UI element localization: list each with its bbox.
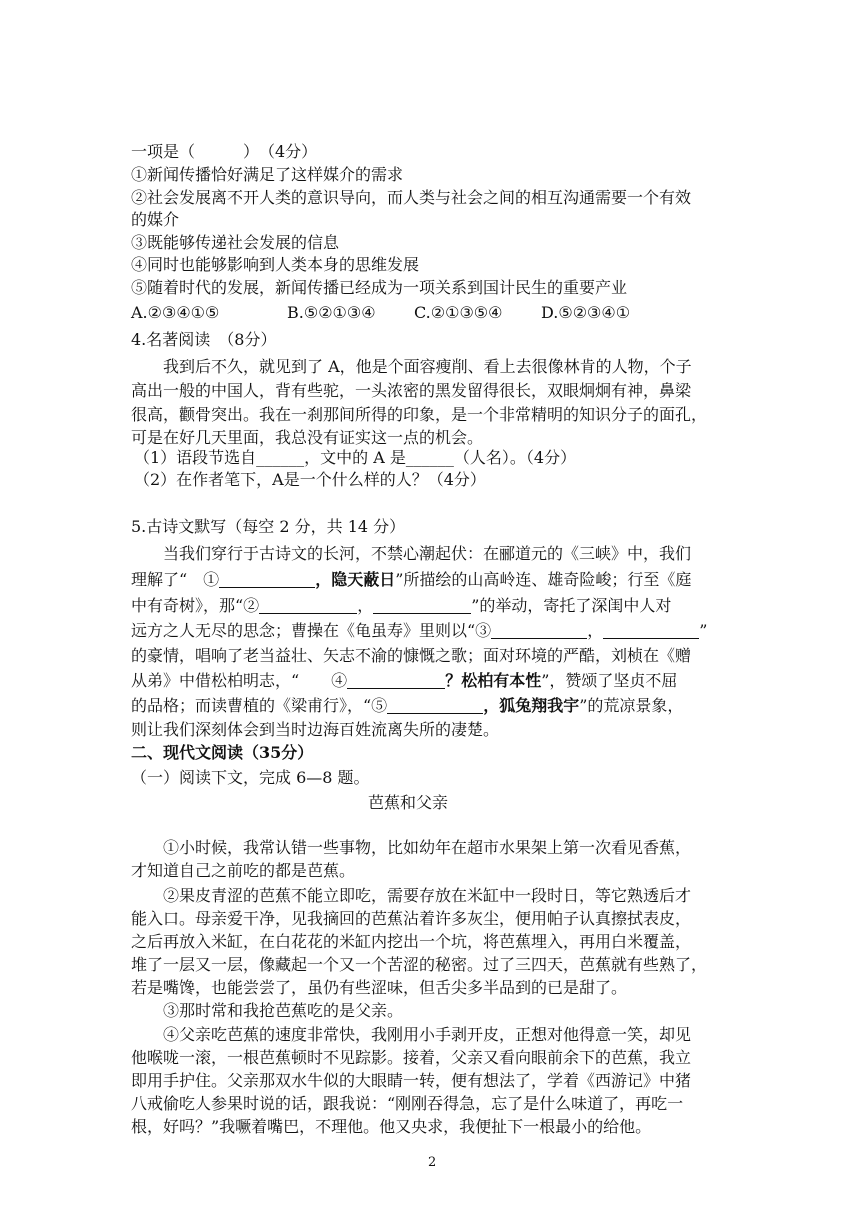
section-instructions: （一）阅读下文，完成 6—8 题。 [131,768,370,787]
answer-blank-1[interactable] [219,571,315,588]
section-heading: 二、现代文阅读（35分） [131,743,314,762]
article-line: 若是嘴馋，也能尝尝了，虽仍有些涩味，但舌尖多半品到的已是甜了。 [131,978,628,997]
q5-line-4-comma: ， [587,621,604,640]
q5-line-6-tail: ”，赞颂了坚贞不屈 [541,671,678,690]
q3-option-d: D.⑤②③④① [541,303,631,322]
q5-line-6 [131,671,677,691]
q5-line-3 [131,596,671,616]
article-line: 才知道自己之前吃的都是芭蕉。 [131,861,356,880]
q5-line-2 [131,570,691,590]
q3-sentence-4: ④同时也能够影响到人类本身的思维发展 [131,255,420,274]
article-line: 能入口。母亲爱干净，见我摘回的芭蕉沾着许多灰尘，便用帕子认真擦拭表皮， [131,909,692,928]
q4-passage-line-4: 可是在好几天里面，我总没有证实这一点的机会。 [131,428,484,447]
q4-subquestion-1: （1）语段节选自______，文中的 A 是______（人名）。（4分） [134,448,577,467]
q4-heading: 4.名著阅读 （8分） [131,330,277,349]
answer-blank-3b[interactable] [603,622,699,639]
article-line: 堆了一层又一层，像藏起一个又一个苦涩的秘密。过了三四天，芭蕉就有些熟了， [131,955,708,974]
q3-sentence-5: ⑤随着时代的发展，新闻传播已经成为一项关系到国计民生的重要产业 [131,278,628,297]
q5-line-6-given: ？松柏有本性 [445,671,542,690]
article-line: 他喉咙一滚，一根芭蕉顿时不见踪影。接着，父亲又看向眼前余下的芭蕉，我立 [131,1048,692,1067]
q3-option-b: B.⑤②①③④ [287,303,376,322]
q5-line-3-tail: ”的举动，寄托了深闺中人对 [471,596,672,615]
q4-passage-line-3: 很高，颧骨突出。我在一刹那间所得的印象，是一个非常精明的知识分子的面孔， [131,405,708,424]
article-line: ②果皮青涩的芭蕉不能立即吃，需要存放在米缸中一段时日，等它熟透后才 [163,886,692,905]
q3-option-a: A.②③④①⑤ [131,303,220,322]
q3-stem: 一项是（ ） （4分） [131,142,318,161]
q5-line-5: 的豪情，唱响了老当益壮、矢志不渝的慷慨之歌；面对环境的严酷，刘桢在《赠 [131,646,692,665]
q3-sentence-3: ③既能够传递社会发展的信息 [131,233,340,252]
answer-blank-2b[interactable] [373,597,471,614]
answer-blank-5[interactable] [387,697,483,714]
q4-subquestion-2: （2）在作者笔下，A是一个什么样的人？（4分） [134,470,486,489]
q5-line-3-lead: 中有奇树》，那“② [131,596,260,615]
q5-line-8: 则让我们深刻体会到当时边海百姓流离失所的凄楚。 [131,720,500,739]
article-title: 芭蕉和父亲 [368,793,449,812]
article-line: 之后再放入米缸，在白花花的米缸内挖出一个坑，将芭蕉埋入，再用白米覆盖， [131,932,692,951]
q3-sentence-1: ①新闻传播恰好满足了这样媒介的需求 [131,165,404,184]
answer-blank-3a[interactable] [491,622,587,639]
q5-line-7-lead: 的品格；而读曹植的《梁甫行》，“⑤ [131,696,388,715]
article-line: 即用手护住。父亲那双水牛似的大眼睛一转，便有想法了，学着《西游记》中猪 [131,1071,692,1090]
q5-line-2-lead: 理解了“ ① [131,570,220,589]
q5-line-3-comma: ， [357,596,374,615]
q5-line-7-given: ，狐兔翔我宇 [483,696,580,715]
q5-line-6-lead: 从弟》中借松柏明志，“ ④ [131,671,348,690]
q4-passage-line-1: 我到后不久，就见到了 A，他是个面容瘦削、看上去很像林肯的人物，个子 [163,357,692,376]
q3-sentence-2b: 的媒介 [131,210,180,229]
q5-heading: 5.古诗文默写（每空 2 分，共 14 分） [131,517,406,536]
article-line: 八戒偷吃人参果时说的话，跟我说：“刚刚吞得急，忘了是什么味道了，再吃一 [131,1094,684,1113]
q5-line-7-tail: ”的荒凉景象， [579,696,684,715]
answer-blank-4[interactable] [347,672,445,689]
q5-line-2-tail: ”所描绘的山高岭连、雄奇险峻；行至《庭 [395,570,692,589]
q5-line-2-given: ，隐天蔽日 [315,570,396,589]
answer-blank-2a[interactable] [259,597,357,614]
q5-line-1: 当我们穿行于古诗文的长河，不禁心潮起伏：在郦道元的《三峡》中，我们 [163,544,692,563]
q3-option-c: C.②①③⑤④ [414,303,503,322]
q5-line-4-lead: 远方之人无尽的思念；曹操在《龟虽寿》里则以“③ [131,621,492,640]
article-line: ③那时常和我抢芭蕉吃的是父亲。 [163,1001,404,1020]
article-line: ①小时候，我常认错一些事物，比如幼年在超市水果架上第一次看见香蕉， [163,838,692,857]
article-line: ④父亲吃芭蕉的速度非常快，我刚用小手剥开皮，正想对他得意一笑，却见 [163,1025,692,1044]
q5-line-7 [131,696,683,716]
article-line: 根，好吗？”我噘着嘴巴，不理他。他又央求，我便扯下一根最小的给他。 [131,1117,652,1136]
q3-sentence-2a: ②社会发展离不开人类的意识导向，而人类与社会之间的相互沟通需要一个有效 [131,188,692,207]
page-number: 2 [428,1155,437,1170]
q4-passage-line-2: 高出一般的中国人，背有些驼，一头浓密的黑发留得很长，双眼炯炯有神，鼻梁 [131,381,692,400]
q5-line-4 [131,621,707,641]
q5-line-4-tail: ” [699,621,708,640]
